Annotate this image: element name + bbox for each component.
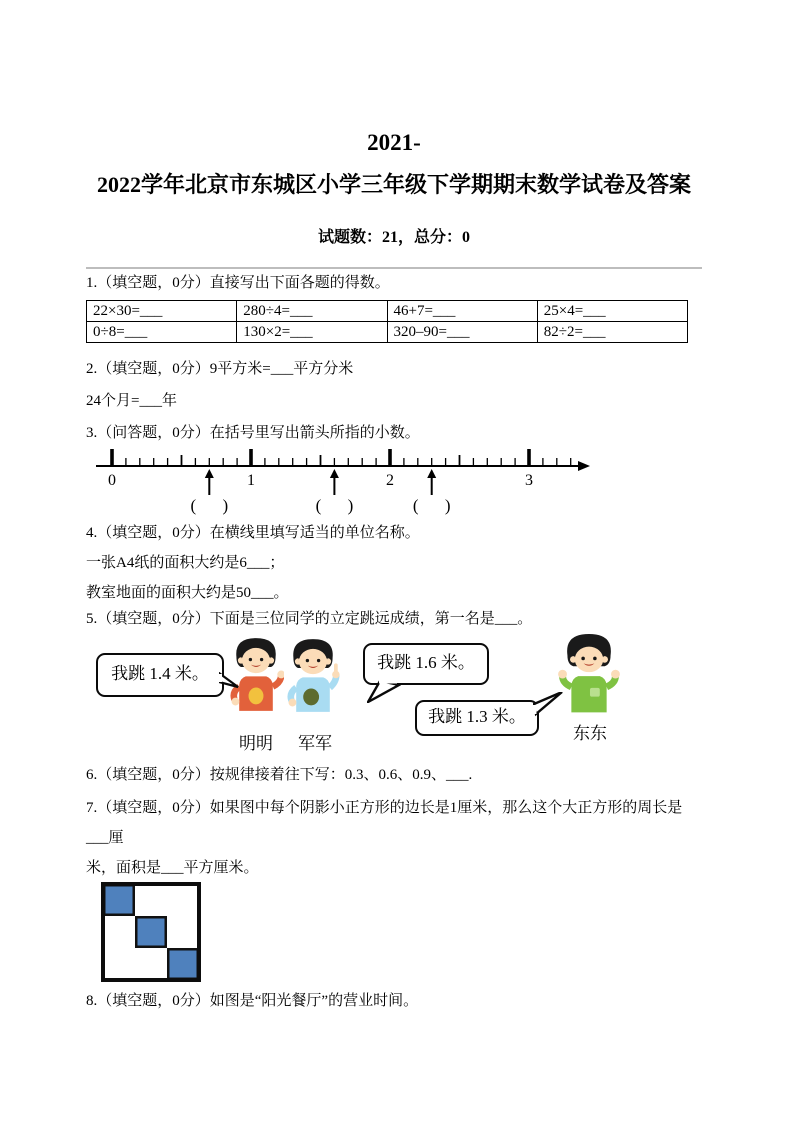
table-cell: 46+7=___ <box>387 301 537 322</box>
question-7-text <box>86 793 702 883</box>
speech-bubble-text: 我跳 1.6 米。 <box>377 653 475 672</box>
svg-text:0: 0 <box>108 472 116 489</box>
svg-text:): ) <box>222 496 229 515</box>
table-row <box>87 301 688 322</box>
svg-text:(: ( <box>190 496 197 515</box>
shaded-grid-figure <box>100 881 202 983</box>
question-2-text: 2.（填空题，0分）9平方米=___平方分米 <box>86 361 354 377</box>
bubble-tail-icon <box>533 692 563 718</box>
speech-bubble-text: 我跳 1.4 米。 <box>111 664 209 683</box>
svg-text:): ) <box>347 496 354 515</box>
number-line-figure <box>86 443 726 517</box>
student-name-label: 明明 <box>239 734 273 753</box>
svg-text:): ) <box>444 496 451 515</box>
table-cell: 25×4=___ <box>537 301 687 322</box>
paper-title-line2: 2022学年北京市东城区小学三年级下学期期末数学试卷及答案 <box>96 172 691 197</box>
bubble-tail-icon <box>219 672 239 690</box>
paper-title-line1: 2021- <box>367 130 421 155</box>
divider-rule <box>86 267 702 269</box>
svg-text:(: ( <box>315 496 322 515</box>
question-3-text: 3.（问答题，0分）在括号里写出箭头所指的小数。 <box>86 425 420 441</box>
speech-bubble-dongdong <box>415 700 539 736</box>
question-5-text: 5.（填空题，0分）下面是三位同学的立定跳远成绩，第一名是___。 <box>86 611 533 627</box>
svg-text:1: 1 <box>247 472 255 489</box>
student-avatar-junjun <box>285 635 341 729</box>
table-cell: 320–90=___ <box>387 322 537 343</box>
svg-text:2: 2 <box>386 472 394 489</box>
student-name-label: 军军 <box>298 734 332 753</box>
table-cell: 0÷8=___ <box>87 322 237 343</box>
question-1-text: 1.（填空题，0分）直接写出下面各题的得数。 <box>86 275 390 291</box>
question-7-line2: 米，面积是___平方厘米。 <box>86 860 259 876</box>
table-cell: 22×30=___ <box>87 301 237 322</box>
speech-bubble-text: 我跳 1.3 米。 <box>428 707 526 726</box>
table-row <box>87 322 688 343</box>
question-2-line2: 24个月=___年 <box>86 393 177 409</box>
table-cell: 130×2=___ <box>237 322 387 343</box>
question-4-line3: 教室地面的面积大约是50___。 <box>86 585 289 601</box>
paper-meta: 试题数：21，总分：0 <box>317 229 470 246</box>
speech-bubble-mingming <box>96 653 224 697</box>
question-4-text: 4.（填空题，0分）在横线里填写适当的单位名称。 <box>86 525 420 541</box>
question-7-line1: 7.（填空题，0分）如果图中每个阴影小正方形的边长是1厘米，那么这个大正方形的周长是___厘 <box>86 800 683 846</box>
speech-bubble-junjun <box>363 643 489 685</box>
bubble-tail-icon <box>367 680 401 703</box>
svg-text:3: 3 <box>525 472 533 489</box>
table-cell: 280÷4=___ <box>237 301 387 322</box>
paper-content <box>86 0 702 1011</box>
jump-results-figure <box>86 631 702 757</box>
arithmetic-table <box>86 300 688 343</box>
svg-text:(: ( <box>412 496 419 515</box>
student-name-label: 东东 <box>573 724 607 743</box>
student-avatar-dongdong <box>558 631 620 729</box>
table-cell: 82÷2=___ <box>537 322 687 343</box>
question-8-text: 8.（填空题，0分）如图是“阳光餐厅”的营业时间。 <box>86 993 419 1009</box>
question-6-text: 6.（填空题，0分）按规律接着往下写：0.3、0.6、0.9、___. <box>86 767 473 783</box>
question-4-line2: 一张A4纸的面积大约是6___； <box>86 555 285 571</box>
